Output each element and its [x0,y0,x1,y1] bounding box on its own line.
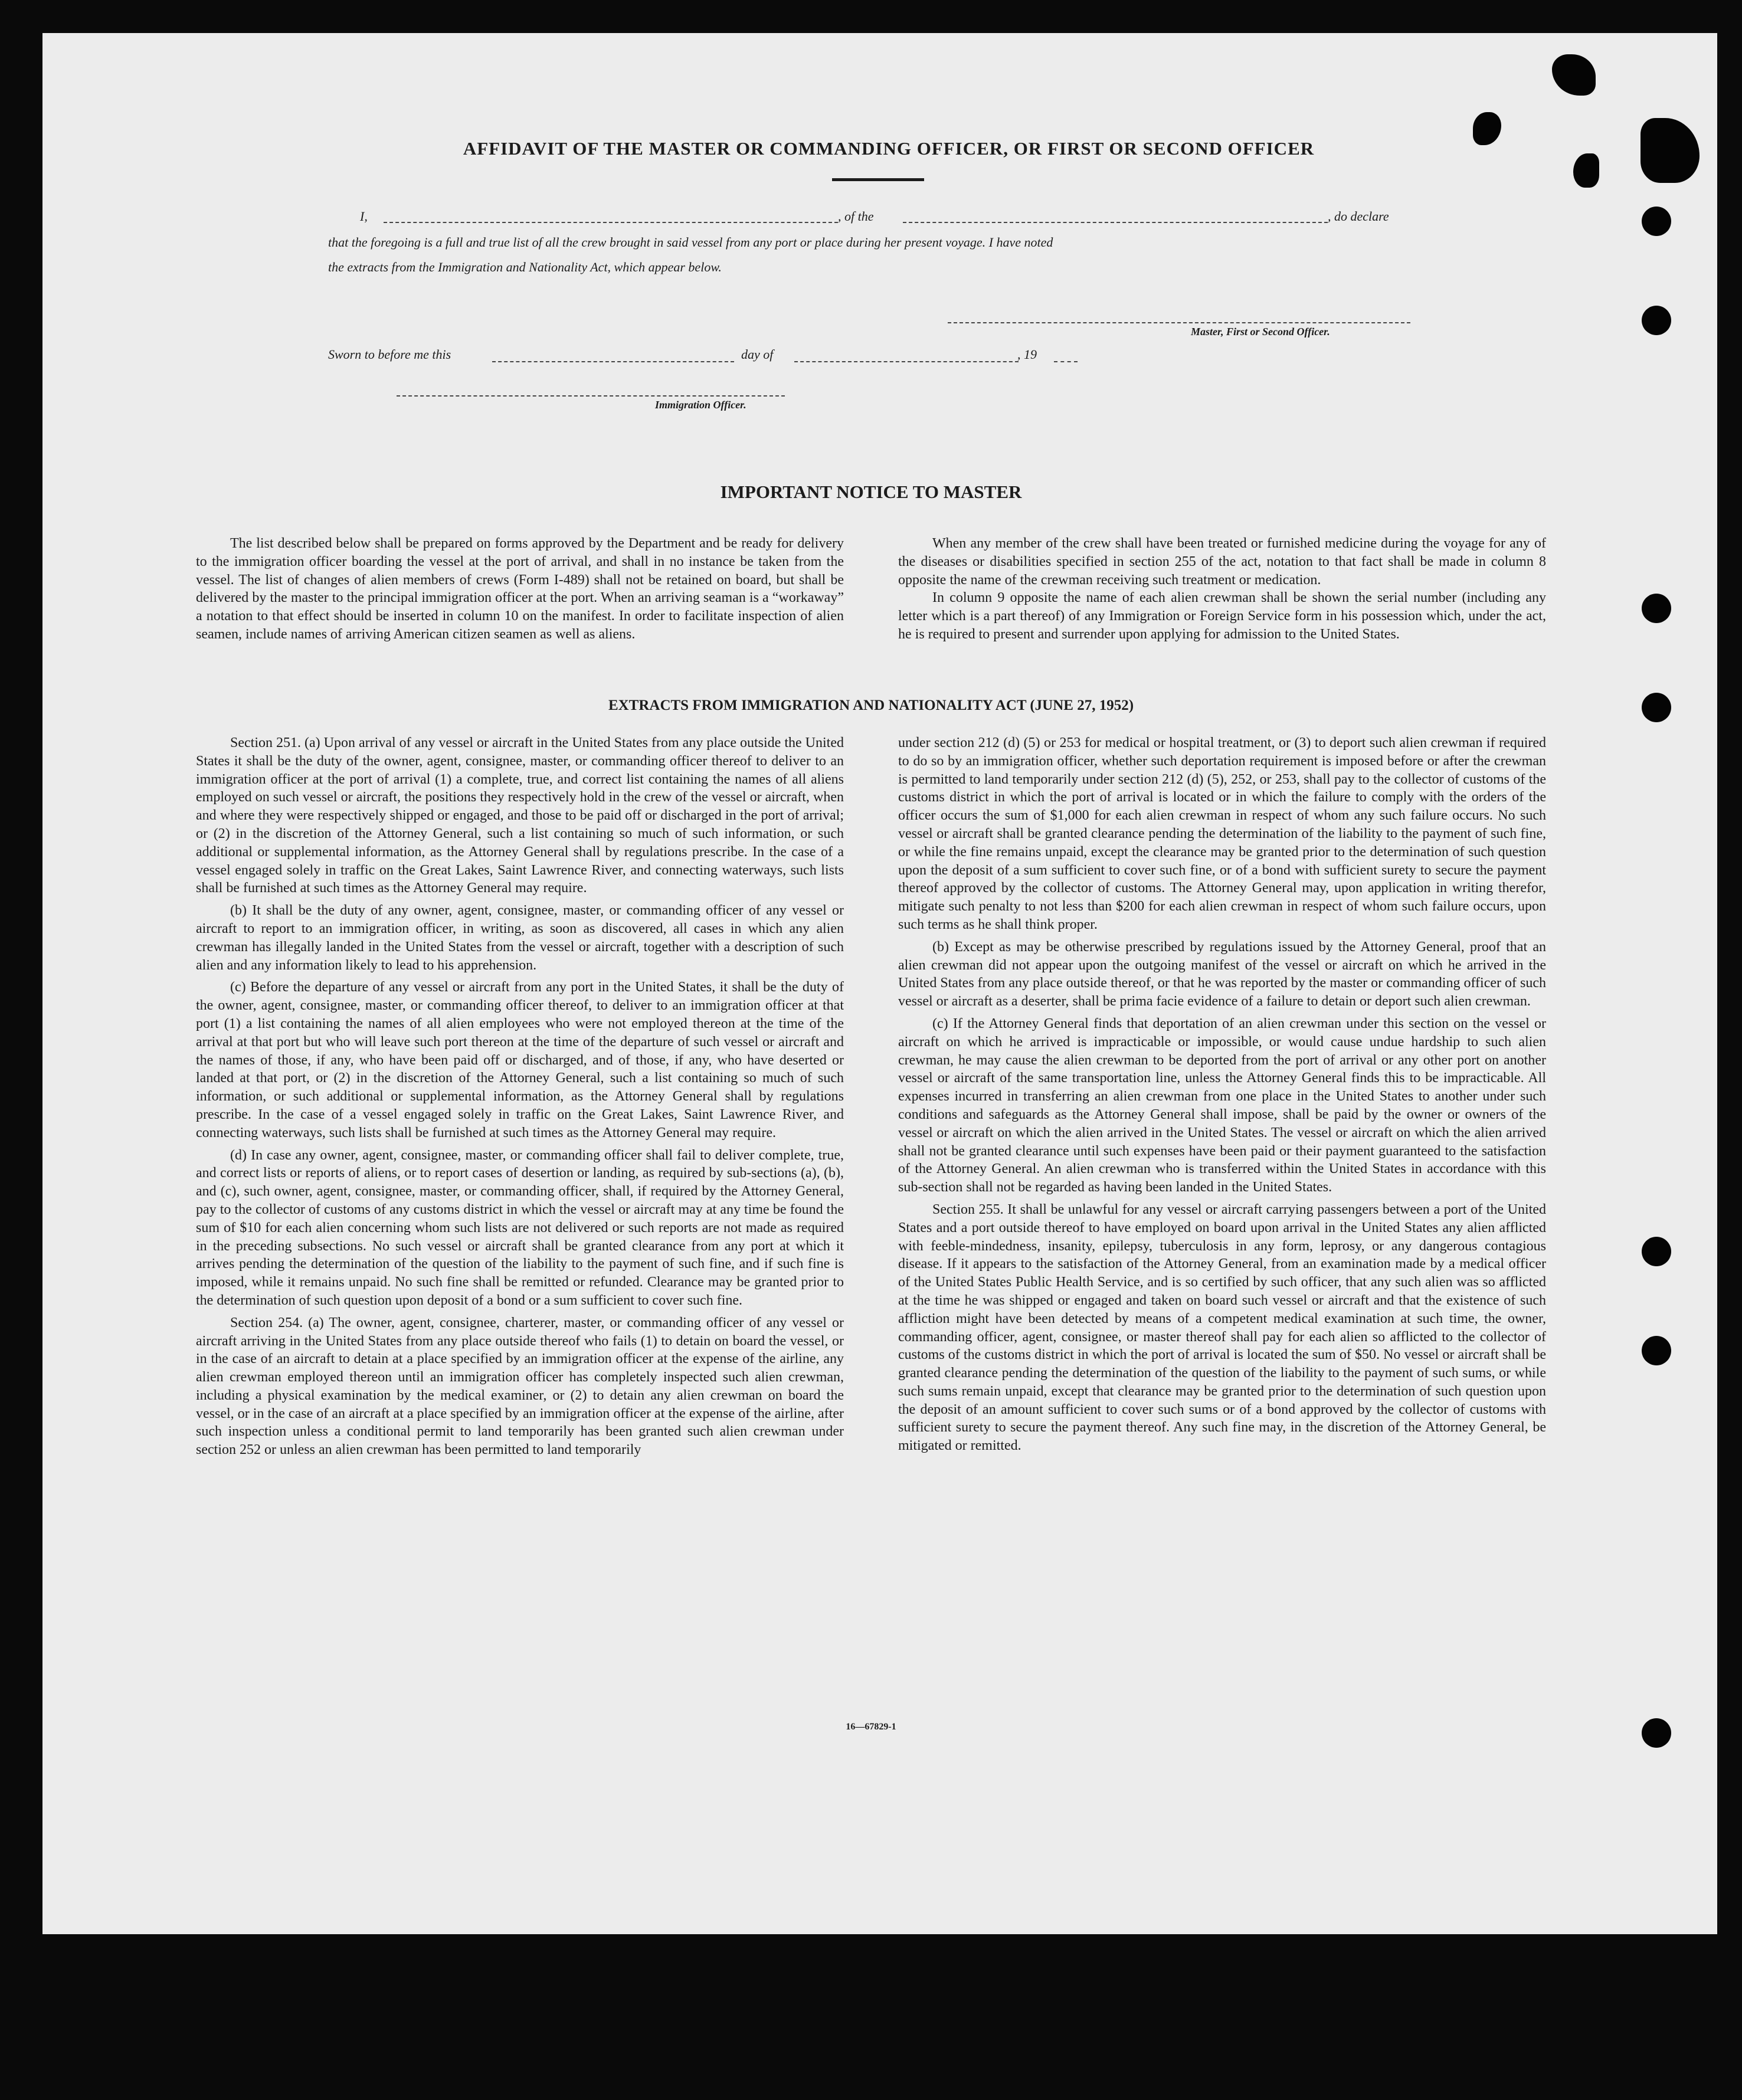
sworn-month-line[interactable] [794,361,1019,362]
notice-paragraph: The list described below shall be prepared on forms approved by the Department and be ready for delivery to the immigration officer boarding the vessel at the port of arrival, and shall in no instance be taken from the vessel. The list of changes of alien members of crews (Form I-489) shall not be retained on board, but shall be delivered by the master to the principal immigration officer at the port. When an arriving seaman is a “workaway” a notation to that effect should be inserted in column 10 on the manifest. In order to facilitate inspection of alien seamen, include names of arriving American citizen seamen as well as aliens. [196,536,844,642]
act-paragraph: Section 254. (a) The owner, agent, consignee, charterer, master, or commanding officer of any vessel or aircraft arriving in the United States from any place outside thereof who fails (1) to detain on board the vessel, or in the case of an aircraft to detain at a place specified by an immigration officer at the expense of the airline, any alien crewman employed thereon until an immigration officer has completely inspected such alien crewman, including a physical examination by the medical examiner, or (2) to detain any alien crewman on board the vessel, or in the case of an aircraft at a place specified by an immigration officer at the expense of the airline, after such inspection unless a conditional permit to land temporarily has been granted such alien crewman under section 252 or unless an alien crewman has been permitted to land temporarily [196,1315,844,1458]
sworn-day-line[interactable] [492,361,734,362]
master-signature-caption: Master, First or Second Officer. [1191,326,1330,338]
sworn-label: Sworn to before me this [328,347,451,362]
extracts-right-column [898,734,1546,1459]
notice-title: IMPORTANT NOTICE TO MASTER [720,481,1022,502]
notice-left-column [196,535,844,644]
act-paragraph: (b) Except as may be otherwise prescribed by regulations issued by the Attorney General, proof that an alien crewman did not appear upon the outgoing manifest of the vessel or aircraft on which he arrived in the United States from any place outside thereof, or that he was reported by the master or commanding officer of such vessel or aircraft as a deserter, shall be prima facie evidence of a failure to detain or deport such alien crewman. [898,939,1546,1010]
act-paragraph: (c) Before the departure of any vessel or aircraft from any port in the United States, it shall be the duty of the owner, agent, consignee, master, or commanding officer thereof, to deliver to an immigration officer at that port (1) a list containing the names of all alien employees who were not employed thereon at the time of the arrival at that port but who will leave such port thereon at the time of the departure of such vessel or aircraft and the names of those, if any, who have been paid off or discharged, and of those, if any, who have deserted or landed at that port, or (2) in the discretion of the Attorney General, such a list containing so much of such information, or such additional or supplemental information, as the Attorney General shall by regulations prescribe. In the case of a vessel engaged solely in traffic on the Great Lakes, Saint Lawrence River, and connecting waterways, such lists shall be furnished at such times as the Attorney General may require. [196,979,844,1141]
of-the-label: , of the [838,209,874,224]
act-paragraph: (b) It shall be the duty of any owner, agent, consignee, master, or commanding officer of any vessel or aircraft to report to an immigration officer, in writing, as soon as discovered, all cases in which any alien crewman has illegally landed in the United States from the vessel or aircraft, together with a description of such alien and any information likely to lead to his apprehension. [196,903,844,973]
binder-hole [1642,207,1671,236]
year-label: , 19 [1017,347,1037,362]
act-paragraph: under section 212 (d) (5) or 253 for medical or hospital treatment, or (3) to deport such alien crewman if required to do so by an immigration officer, whether such deportation requirement is imposed before or after the crewman is permitted to land temporarily under section 212 (d) (5), 252, or 253, shall pay to the collector of customs of the customs district in which the port of arrival is located or in which the failure to comply with the orders of the officer occurs the sum of $1,000 for each alien crewman in respect of whom any such failure occurs. No such vessel or aircraft shall be granted clearance pending the determination of the liability to the payment of such fine, or while the fine remains unpaid, except the clearance may be granted prior to the determination of such question upon the deposit of a sum sufficient to cover such fine, or of a bond with sufficient surety to secure the payment thereof approved by the collector of customs. The Attorney General may, upon application in writing therefor, mitigate such penalty to not less than $200 for each alien crewman in respect of whom such failure occurs, upon such terms as he shall think proper. [898,735,1546,932]
act-paragraph: (c) If the Attorney General finds that deportation of an alien crewman under this section on the vessel or aircraft on which he arrived is impracticable or impossible, or would cause undue hardship to such alien crewman, he may cause the alien crewman to be deported from the port of arrival or any other port on another vessel or aircraft of the same transportation line, unless the Attorney General finds this to be impracticable. All expenses incurred in transferring an alien crewman from one place in the United States to another under such conditions and safeguards as the Attorney General shall impose, shall be paid by the owner or owners of the vessel or aircraft on which the alien arrived in the United States. The vessel or aircraft on which the alien arrived shall not be granted clearance until such expenses have been paid or their payment guaranteed to the satisfaction of the Attorney General. An alien crewman who is transferred within the United States in accordance with this sub-section shall not be regarded as having been landed in the United States. [898,1015,1546,1195]
sworn-year-line[interactable] [1054,361,1078,362]
do-declare-label: , do declare [1328,209,1389,224]
notice-paragraph: In column 9 opposite the name of each alien crewman shall be shown the serial number (including any letter which is a part thereof) of any Immigration or Foreign Service form in his possession which, under the act, he is required to present and surrender upon applying for admission to the United States. [898,590,1546,642]
title-underline [832,178,924,181]
act-paragraph: Section 255. It shall be unlawful for any vessel or aircraft carrying passengers between a port of the United States and a port outside thereof to have employed on board upon arrival in the United States any alien afflicted with feeble-mindedness, insanity, epilepsy, tuberculosis in any form, leprosy, or any dangerous contagious disease. If it appears to the satisfaction of the Attorney General, from an examination made by a medical officer of the United States Public Health Service, and is so certified by such officer, that any such alien was so afflicted at the time he was shipped or engaged and taken on board such vessel or aircraft and that the existence of such affliction might have been detected by means of a competent medical examination at such time, the owner, commanding officer, agent, consignee, or master thereof shall pay for each alien so afflicted to the collector of customs of the customs district in which the port of arrival is located the sum of $50. No vessel or aircraft shall be granted clearance pending the determination of the question of the liability to the payment of such sums, or while such sums remain unpaid, except that clearance may be granted prior to the determination of such question upon the deposit of an amount sufficient to cover such sums or of a bond approved by the collector of customs with sufficient surety to secure the payment thereof. Any such fine may, in the discretion of the Attorney General, be mitigated or remitted. [898,1201,1546,1454]
notice-paragraph: When any member of the crew shall have been treated or furnished medicine during the voyage for any of the diseases or disabilities specified in section 255 of the act, notation to that fact shall be made in column 8 opposite the name of the crewman receiving such treatment or medication. [898,536,1546,588]
master-signature-line[interactable] [948,322,1410,323]
extracts-title: EXTRACTS FROM IMMIGRATION AND NATIONALITY ACT (JUNE 27, 1952) [608,697,1134,713]
notice-right-column [898,535,1546,644]
officer-signature-line[interactable] [397,395,785,397]
binder-hole [1642,1237,1671,1266]
form-number: 16—67829-1 [846,1722,896,1732]
binder-hole [1642,594,1671,623]
act-paragraph: (d) In case any owner, agent, consignee, master, or commanding officer shall fail to deliver complete, true, and correct lists or reports of aliens, or to report cases of desertion or landing, as required by sub-sections (a), (b), and (c), such owner, agent, consignee, master, or commanding officer, shall, if required by the Attorney General, pay to the collector of customs of any customs district in which the vessel or aircraft may at any time be found the sum of $10 for each alien concerning whom such lists are not delivered or such reports are not made as required in the preceding subsections. No such vessel or aircraft shall be granted clearance from any port at which it arrives pending the determination of the question of the liability to the payment of such fine, and if such fine is imposed, while it remains unpaid. No such fine shall be remitted or refunded. Clearance may be granted prior to the determination of such question upon deposit of a bond or a sum sufficient to cover such fine. [196,1147,844,1308]
act-paragraph: Section 251. (a) Upon arrival of any vessel or aircraft in the United States from any place outside the United States it shall be the duty of the owner, agent, consignee, master, or commanding officer thereof to deliver to an immigration officer at the port of arrival (1) a complete, true, and correct list containing the names of all aliens employed on such vessel or aircraft, the positions they respectively hold in the crew of the vessel or aircraft, when and where they were respectively shipped or engaged, and those to be paid off or discharged in the port of arrival; or (2) in the discretion of the Attorney General, such a list containing so much of such information, or such additional or supplemental information, as the Attorney General shall by regulations prescribe. In the case of a vessel engaged solely in traffic on the Great Lakes, Saint Lawrence River, and connecting waterways, such lists shall be furnished at such times as the Attorney General may require. [196,735,844,896]
name-blank-line[interactable] [384,222,838,223]
extracts-left-column [196,734,844,1463]
affidavit-line-3: the extracts from the Immigration and Nationality Act, which appear below. [328,260,722,274]
officer-signature-caption: Immigration Officer. [655,399,746,411]
vessel-blank-line[interactable] [903,222,1328,223]
affidavit-i-label: I, [360,209,368,224]
binder-hole [1642,306,1671,335]
day-of-label: day of [741,347,774,362]
binder-hole [1642,1336,1671,1365]
affidavit-title: AFFIDAVIT OF THE MASTER OR COMMANDING OFFICER, OR FIRST OR SECOND OFFICER [463,138,1315,159]
affidavit-line-2: that the foregoing is a full and true list of all the crew brought in said vessel from any port or place during her present voyage. I have noted [328,235,1053,250]
